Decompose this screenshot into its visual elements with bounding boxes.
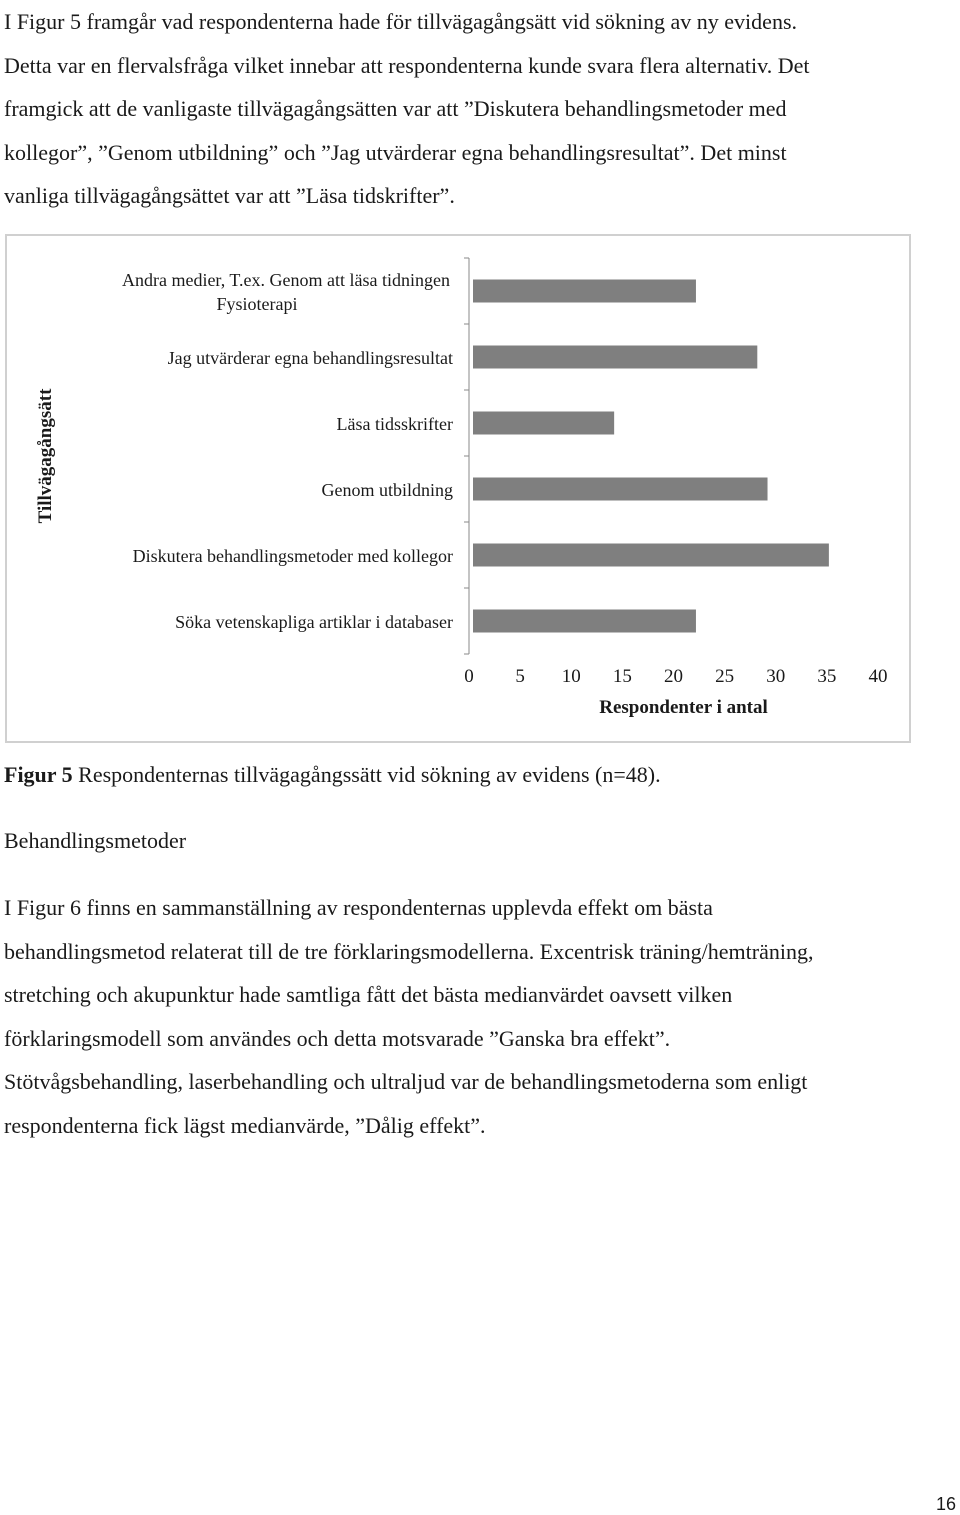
intro-line: framgick att de vanligaste tillvägagångsätten var att ”Diskutera behandlingsmetoder med xyxy=(4,96,787,121)
figure-caption-text: Respondenternas tillvägagångssätt vid sökning av evidens (n=48). xyxy=(72,762,661,787)
section-line: respondenterna fick lägst medianvärde, ”Dålig effekt”. xyxy=(4,1112,486,1138)
intro-line: kollegor”, ”Genom utbildning” och ”Jag utvärderar egna behandlingsresultat”. Det minst xyxy=(4,139,787,165)
category-label: Fysioterapi xyxy=(216,294,298,314)
x-tick-label: 35 xyxy=(817,666,837,687)
x-axis-title: Respondenter i antal xyxy=(599,697,768,718)
section-line: behandlingsmetod relaterat till de tre förklaringsmodellerna. Excentrisk träning/hemträning, xyxy=(4,938,814,964)
x-tick-label: 10 xyxy=(561,666,581,687)
category-label: Jag utvärderar egna behandlingsresultat xyxy=(167,348,453,368)
figure-caption-label: Figur 5 xyxy=(4,762,73,787)
category-label: Söka vetenskapliga artiklar i databaser xyxy=(175,612,453,632)
category-label: Diskutera behandlingsmetoder med kollegor xyxy=(132,546,453,566)
section-paragraph xyxy=(4,886,954,1148)
page-number: 16 xyxy=(936,1494,957,1514)
x-tick-label: 20 xyxy=(664,666,683,687)
x-tick-label: 40 xyxy=(868,666,888,687)
bar xyxy=(472,411,615,436)
y-axis-title: Tillvägagångsätt xyxy=(35,388,56,524)
bar xyxy=(472,279,697,304)
x-tick-label: 25 xyxy=(715,666,735,687)
section-heading: Behandlingsmetoder xyxy=(4,828,187,853)
category-label: Genom utbildning xyxy=(321,480,453,500)
bar xyxy=(472,543,830,568)
intro-line: vanliga tillvägagångsättet var att ”Läsa tidskrifter”. xyxy=(4,183,455,208)
bar xyxy=(472,345,758,370)
section-line: I Figur 6 finns en sammanställning av respondenternas upplevda effekt om bästa xyxy=(4,895,713,920)
category-label: Läsa tidsskrifter xyxy=(336,414,453,434)
x-tick-label: 5 xyxy=(515,666,525,687)
figure-caption xyxy=(4,762,661,788)
intro-line: Detta var en flervalsfråga vilket innebar att respondenterna kunde svara flera alternativ. Det xyxy=(4,52,810,78)
intro-paragraph xyxy=(4,0,954,218)
bar xyxy=(472,477,769,502)
section-line: stretching och akupunktur hade samtliga fått det bästa medianvärdet oavsett vilken xyxy=(4,982,733,1008)
x-tick-label: 30 xyxy=(766,666,786,687)
category-label: Andra medier, T.ex. Genom att läsa tidningen xyxy=(121,270,450,290)
bar xyxy=(472,609,697,634)
section-line: förklaringsmodell som användes och detta motsvarade ”Ganska bra effekt”. xyxy=(4,1025,671,1051)
x-tick-label: 0 xyxy=(464,666,474,687)
intro-line: I Figur 5 framgår vad respondenterna hade för tillvägagångsätt vid sökning av ny evidens. xyxy=(4,9,797,34)
chart-frame xyxy=(5,234,911,743)
x-tick-label: 15 xyxy=(612,666,632,687)
bar-chart xyxy=(7,236,909,741)
section-line: Stötvågsbehandling, laserbehandling och ultraljud var de behandlingsmetoderna som enligt xyxy=(4,1069,808,1095)
